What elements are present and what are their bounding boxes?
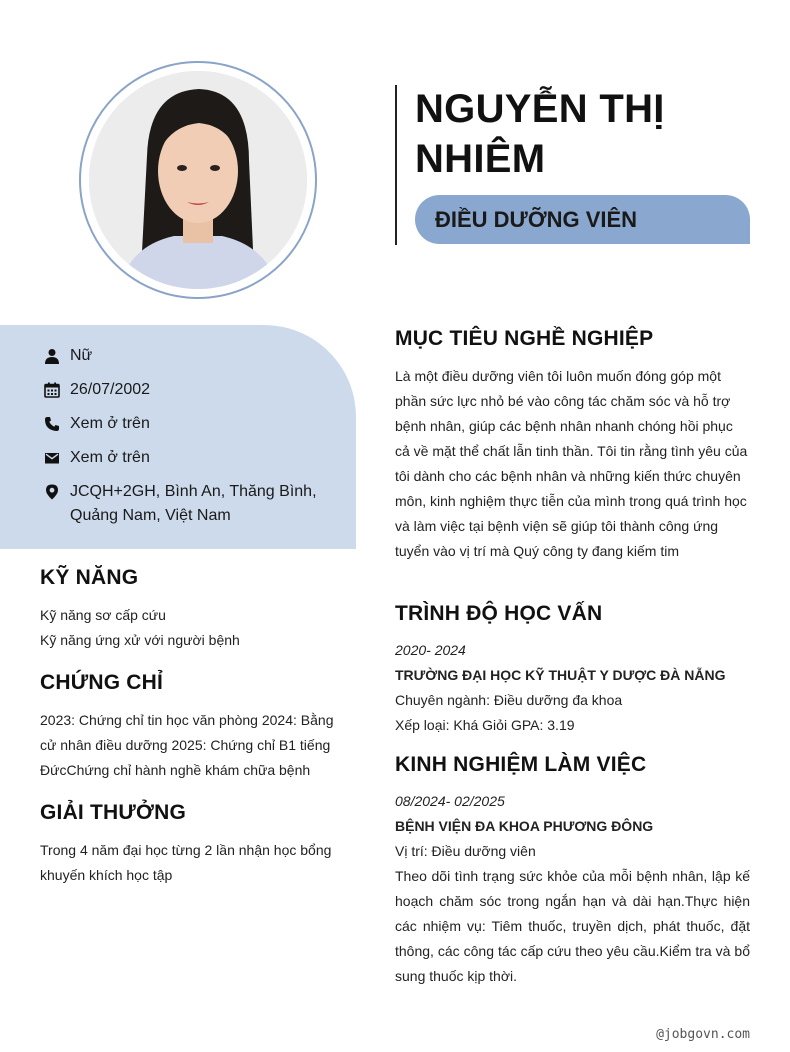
person-icon bbox=[44, 344, 60, 368]
education-major: Chuyên ngành: Điều dưỡng đa khoa bbox=[395, 692, 623, 708]
awards-text: Trong 4 năm đại học từng 2 lần nhận học bổng khuyến khích học tập bbox=[40, 842, 332, 883]
watermark: @jobgovn.com bbox=[656, 1027, 750, 1042]
mail-icon bbox=[44, 446, 60, 470]
role-title: ĐIỀU DƯỠNG VIÊN bbox=[435, 207, 638, 232]
company-name: BỆNH VIỆN ĐA KHOA PHƯƠNG ĐÔNG bbox=[395, 818, 654, 834]
objective-heading: MỤC TIÊU NGHỀ NGHIỆP bbox=[395, 327, 654, 350]
email-value[interactable]: Xem ở trên bbox=[70, 449, 150, 466]
contact-address bbox=[44, 480, 320, 528]
list-item: Kỹ năng sơ cấp cứu bbox=[40, 607, 166, 623]
education-grade: Xếp loại: Khá Giỏi GPA: 3.19 bbox=[395, 717, 575, 733]
name-line-1: NGUYỄN THỊ bbox=[415, 87, 665, 131]
profile-photo bbox=[79, 61, 317, 299]
phone-icon bbox=[44, 412, 60, 436]
experience-position: Vị trí: Điều dưỡng viên bbox=[395, 843, 536, 859]
objective-text: Là một điều dưỡng viên tôi luôn muốn đóng góp một phần sức lực nhỏ bé vào công tác chăm sóc và hỗ trợ bệnh nhân, giúp các bệnh nhân nhanh chóng hồi phục cả về mặt thể chất lẫn tinh thần. Tôi tin rằng tình yêu của tôi dành cho các bệnh nhân và những kiến thức chuyên môn, kinh nghiệm thực tiễn của mình trong quá trình học và làm việc tại bệnh viện sẽ giúp tôi thành công ứng tuyển vào vị trí mà Quý công ty đang kiếm tim bbox=[395, 368, 748, 559]
certificates-text: 2023: Chứng chỉ tin học văn phòng 2024: Bằng cử nhân điều dưỡng 2025: Chứng chỉ B1 tiếng ĐứcChứng chỉ hành nghề khám chữa bệnh bbox=[40, 712, 334, 778]
education-heading: TRÌNH ĐỘ HỌC VẤN bbox=[395, 602, 603, 625]
name-divider bbox=[395, 85, 397, 245]
phone-value[interactable]: Xem ở trên bbox=[70, 415, 150, 432]
contact-dob bbox=[44, 378, 320, 402]
contact-panel bbox=[0, 325, 356, 549]
dob-value: 26/07/2002 bbox=[70, 381, 151, 398]
person-portrait-icon bbox=[89, 71, 307, 289]
role-badge bbox=[415, 195, 750, 244]
list-item: Kỹ năng ứng xử với người bệnh bbox=[40, 632, 240, 648]
experience-description: Theo dõi tình trạng sức khỏe của mỗi bệnh nhân, lập kế hoạch chăm sóc trong ngắn hạn và dài hạn.Thực hiện các nhiệm vụ: Tiêm thuốc, truyền dịch, phát thuốc, đặt thông, các công tác cấp cứu theo yêu cầu.Kiểm tra và bổ sung thuốc kịp thời. bbox=[395, 868, 750, 984]
avatar bbox=[89, 71, 307, 289]
name-line-2: NHIÊM bbox=[415, 137, 546, 181]
skills-heading: KỸ NĂNG bbox=[40, 566, 139, 589]
location-pin-icon bbox=[44, 480, 60, 504]
contact-email bbox=[44, 446, 320, 470]
certificates-heading: CHỨNG CHỈ bbox=[40, 671, 164, 694]
skills-list bbox=[40, 603, 240, 653]
full-name bbox=[415, 84, 755, 184]
education-period: 2020- 2024 bbox=[395, 642, 466, 658]
contact-phone bbox=[44, 412, 320, 436]
gender-value: Nữ bbox=[70, 347, 93, 364]
experience-heading: KINH NGHIỆM LÀM VIỆC bbox=[395, 753, 647, 776]
contact-gender bbox=[44, 344, 320, 368]
awards-heading: GIẢI THƯỞNG bbox=[40, 801, 187, 824]
experience-period: 08/2024- 02/2025 bbox=[395, 793, 505, 809]
education-entry bbox=[395, 638, 750, 738]
experience-entry bbox=[395, 789, 750, 989]
calendar-icon bbox=[44, 378, 60, 402]
school-name: TRƯỜNG ĐẠI HỌC KỸ THUẬT Y DƯỢC ĐÀ NẴNG bbox=[395, 667, 726, 683]
address-value: JCQH+2GH, Bình An, Thăng Bình, Quảng Nam, Việt Nam bbox=[70, 483, 317, 524]
